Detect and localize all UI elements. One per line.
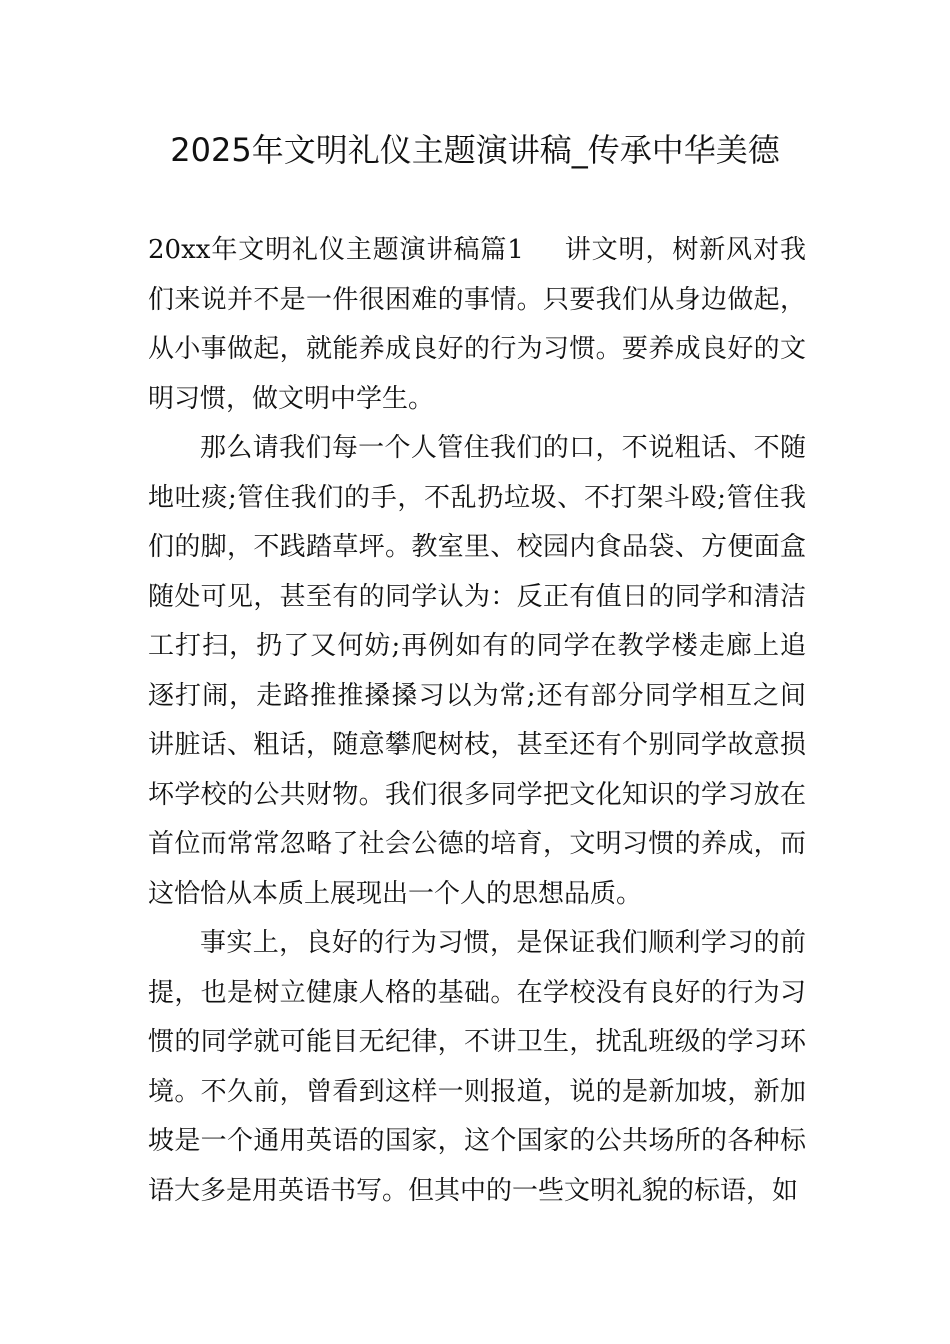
document-body [148, 226, 806, 1216]
section-heading: 20xx年文明礼仪主题演讲稿篇1 [148, 235, 524, 265]
paragraph-1 [148, 226, 806, 424]
paragraph-3: 事实上，良好的行为习惯，是保证我们顺利学习的前提，也是树立健康人格的基础。在学校没有良好的行为习惯的同学就可能目无纪律，不讲卫生，扰乱班级的学习环境。不久前，曾看到这样一则报道，说的是新加坡，新加坡是一个通用英语的国家，这个国家的公共场所的各种标语大多是用英语书写。但其中的一些文明礼貌的标语，如 [148, 928, 806, 1206]
document-title: 2025年文明礼仪主题演讲稿_传承中华美德 [170, 131, 780, 169]
paragraph-1-text: 讲文明，树新风对我们来说并不是一件很困难的事情。只要我们从身边做起，从小事做起，就能养成良好的行为习惯。要养成良好的文明习惯，做文明中学生。 [148, 235, 806, 414]
paragraph-2: 那么请我们每一个人管住我们的口，不说粗话、不随地吐痰;管住我们的手，不乱扔垃圾、不打架斗殴;管住我们的脚，不践踏草坪。教室里、校园内食品袋、方便面盒随处可见，甚至有的同学认为：反正有值日的同学和清洁工打扫，扔了又何妨;再例如有的同学在教学楼走廊上追逐打闹，走路推推搡搡习以为常;还有部分同学相互之间讲脏话、粗话，随意攀爬树枝，甚至还有个别同学故意损坏学校的公共财物。我们很多同学把文化知识的学习放在首位而常常忽略了社会公德的培育，文明习惯的养成，而这恰恰从本质上展现出一个人的思想品质。 [148, 433, 806, 909]
